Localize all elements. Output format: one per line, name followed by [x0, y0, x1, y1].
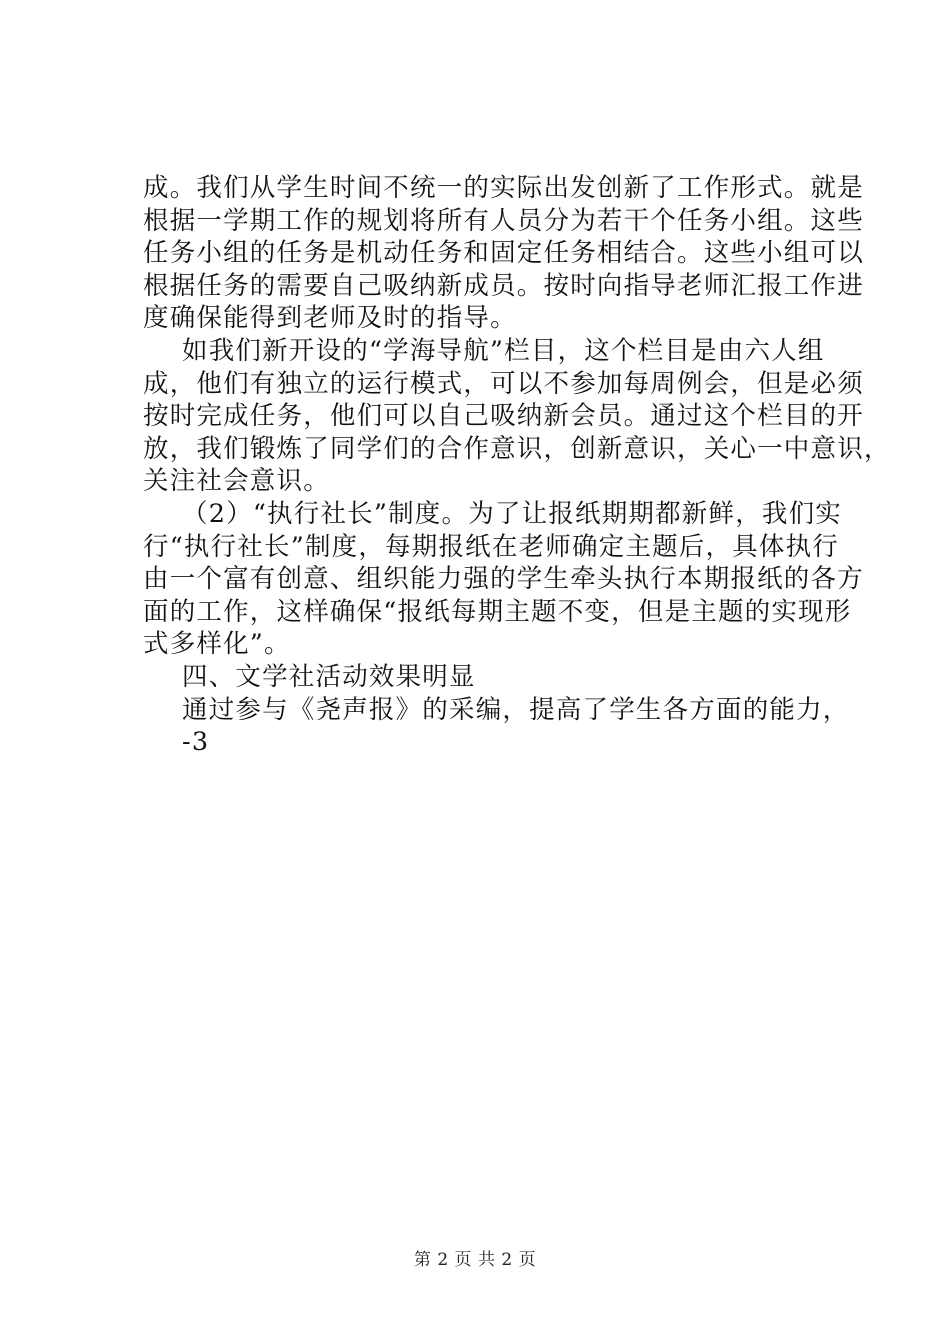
body-line-10: 关注社会意识。 [143, 466, 330, 497]
body-line-17: 通过参与《尧声报》的采编，提高了学生各方面的能力， [182, 694, 850, 725]
body-line-14: 面的工作，这样确保“报纸每期主题不变，但是主题的实现形 [143, 596, 852, 627]
body-line-8: 按时完成任务，他们可以自己吸纳新会员。通过这个栏目的开 [143, 401, 864, 432]
body-line-13: 由一个富有创意、组织能力强的学生牵头执行本期报纸的各方 [143, 564, 864, 595]
body-line-5: 度确保能得到老师及时的指导。 [143, 303, 517, 334]
page-footer: 第 2 页 共 2 页 [413, 1250, 537, 1270]
body-line-9: 放，我们锻炼了同学们的合作意识，创新意识，关心一中意识， [143, 433, 891, 464]
body-line-11: （2）“执行社长”制度。为了让报纸期期都新鲜，我们实 [182, 498, 842, 529]
body-line-2: 根据一学期工作的规划将所有人员分为若干个任务小组。这些 [143, 205, 864, 236]
body-line-7: 成，他们有独立的运行模式，可以不参加每周例会，但是必须 [143, 368, 864, 399]
body-line-3: 任务小组的任务是机动任务和固定任务相结合。这些小组可以 [143, 238, 864, 269]
body-line-6: 如我们新开设的“学海导航”栏目，这个栏目是由六人组 [182, 335, 825, 366]
section-heading: 四、文学社活动效果明显 [182, 661, 476, 692]
body-line-4: 根据任务的需要自己吸纳新成员。按时向指导老师汇报工作进 [143, 270, 864, 301]
body-line-1: 成。我们从学生时间不统一的实际出发创新了工作形式。就是 [143, 173, 864, 203]
document-body [143, 172, 891, 759]
body-line-15: 式多样化”。 [143, 629, 291, 660]
body-line-12: 行“执行社长”制度，每期报纸在老师确定主题后，具体执行 [143, 531, 839, 562]
page-marker: -3 [182, 727, 210, 758]
